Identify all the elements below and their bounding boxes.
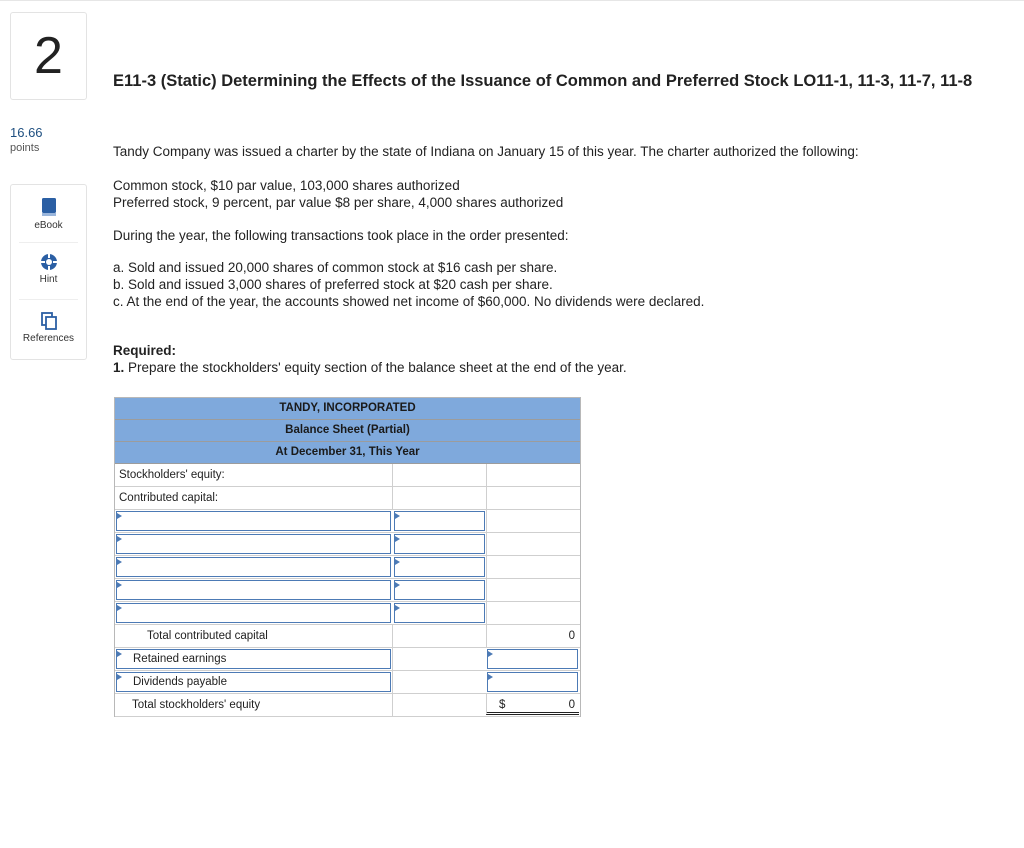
problem-intro: Tandy Company was issued a charter by the state of Indiana on January 15 of this year. The charter authorized the following: [113,144,859,159]
dividends-payable-label: Dividends payable [133,676,227,688]
table-row [115,579,580,602]
transaction-b: b. Sold and issued 3,000 shares of preferred stock at $20 cash per share. [113,277,553,292]
top-divider [0,0,1024,1]
account-name-input[interactable] [116,511,391,531]
ebook-button[interactable] [11,197,86,231]
table-row [115,556,580,579]
book-icon [41,197,57,217]
account-name-input[interactable] [116,534,391,554]
retained-earnings-field[interactable] [116,649,391,669]
references-label: References [22,333,75,344]
retained-earnings-amount-input[interactable] [487,649,578,669]
tool-divider [19,242,78,243]
ebook-label: eBook [34,220,63,231]
total-equity-dollar: $ [499,699,506,711]
retained-earnings-label: Retained earnings [133,653,227,665]
amount-input[interactable] [394,580,485,600]
authorized-preferred: Preferred stock, 9 percent, par value $8 per share, 4,000 shares authorized [113,195,564,210]
question-number: 2 [34,27,63,85]
table-row [115,510,580,533]
total-contributed-label: Total contributed capital [147,630,268,642]
account-name-input[interactable] [116,603,391,623]
dividends-payable-field[interactable] [116,672,391,692]
problem-title: E11-3 (Static) Determining the Effects of the Issuance of Common and Preferred Stock LO11-1, 11-3, 11-7, 11-8 [113,72,973,90]
account-name-input[interactable] [116,580,391,600]
table-row [115,602,580,625]
table-row [115,464,580,487]
table-header-company: TANDY, INCORPORATED [115,398,580,420]
table-row [115,694,580,717]
references-icon [41,312,57,330]
table-header-date: At December 31, This Year [115,442,580,464]
table-row [115,648,580,671]
table-header-statement: Balance Sheet (Partial) [115,420,580,442]
required-label: Required: [113,343,177,358]
hint-label: Hint [39,274,58,285]
account-name-input[interactable] [116,557,391,577]
transaction-a: a. Sold and issued 20,000 shares of common stock at $16 cash per share. [113,260,558,275]
question-number-box [10,12,87,100]
table-row [115,533,580,556]
hint-icon [40,253,58,271]
table-row [115,487,580,510]
points-label: points [10,142,40,154]
contributed-capital-label: Contributed capital: [119,492,219,504]
amount-input[interactable] [394,557,485,577]
required-item [113,359,627,376]
required-number: 1. [113,360,125,375]
hint-button[interactable] [11,253,86,285]
transactions-intro: During the year, the following transactions took place in the order presented: [113,228,569,243]
stockholders-equity-label: Stockholders' equity: [119,469,225,481]
total-contributed-value: 0 [486,625,579,647]
transaction-c: c. At the end of the year, the accounts showed net income of $60,000. No dividends were declared. [113,294,705,309]
tools-panel [10,184,87,360]
amount-input[interactable] [394,603,485,623]
dividends-payable-amount-input[interactable] [487,672,578,692]
amount-input[interactable] [394,511,485,531]
points-value: 16.66 [10,125,43,140]
balance-sheet-table [114,397,581,717]
tool-divider [19,299,78,300]
amount-input[interactable] [394,534,485,554]
references-button[interactable] [11,312,86,344]
table-row [115,625,580,648]
required-text: Prepare the stockholders' equity section of the balance sheet at the end of the year. [124,360,627,375]
total-equity-cell [486,694,579,715]
total-equity-value: 0 [568,699,575,711]
authorized-common: Common stock, $10 par value, 103,000 shares authorized [113,178,460,193]
table-row [115,671,580,694]
total-equity-label: Total stockholders' equity [132,699,261,711]
